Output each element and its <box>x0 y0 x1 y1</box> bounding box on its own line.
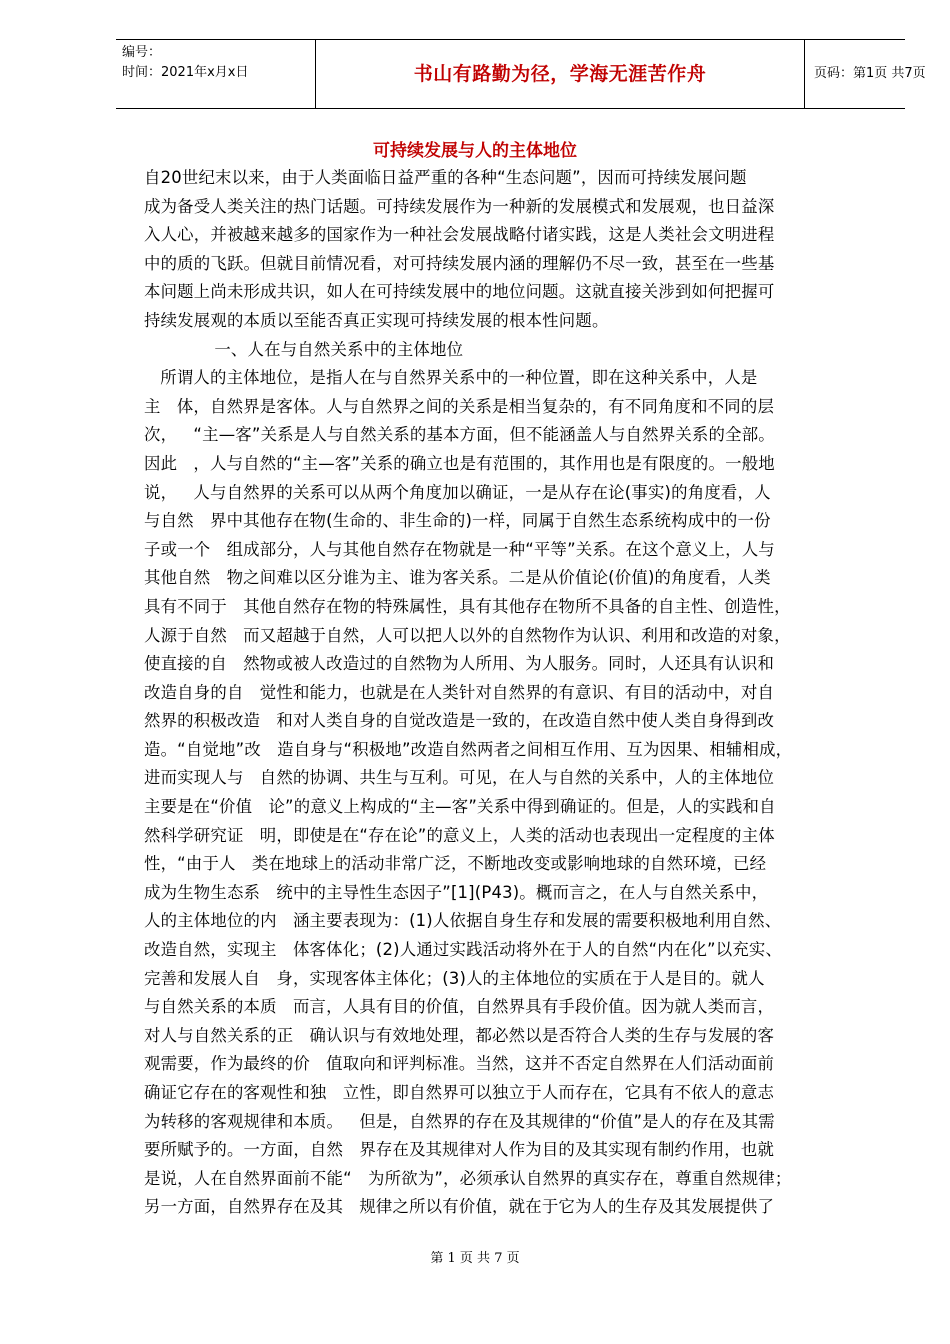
body-line: 观需要，作为最终的价 值取向和评判标准。当然，这并不否定自然界在人们活动面前 <box>144 1054 775 1074</box>
body-line: 为转移的客观规律和本质。 但是，自然界的存在及其规律的“价值”是人的存在及其需 <box>144 1111 775 1131</box>
body-line: 改造自然，实现主 体客体化；(2)人通过实践活动将外在于人的自然“内在化”以充实、 <box>144 940 783 960</box>
body-line: 另一方面，自然界存在及其 规律之所以有价值，就在于它为人的生存及其发展提供了 <box>144 1197 775 1217</box>
body-line: 人的主体地位的内 涵主要表现为：(1)人依据自身生存和发展的需要积极地利用自然、 <box>144 911 782 931</box>
body-line: 人源于自然 而又超越于自然，人可以把人以外的自然物作为认识、利用和改造的对象， <box>144 625 791 645</box>
body-line: 成为备受人类关注的热门话题。可持续发展作为一种新的发展模式和发展观，也日益深 <box>144 196 775 216</box>
body-line: 完善和发展人自 身，实现客体主体化；(3)人的主体地位的实质在于人是目的。就人 <box>144 968 765 988</box>
body-line: 进而实现人与 自然的协调、共生与互利。可见，在人与自然的关系中，人的主体地位 <box>144 768 775 788</box>
body-line: 具有不同于 其他自然存在物的特殊属性，具有其他存在物所不具备的自主性、创造性， <box>144 596 791 616</box>
body-line: 成为生物生态系 统中的主导性生态因子”[1](P43)。概而言之，在人与自然关系中， <box>144 882 769 902</box>
document-title: 可持续发展与人的主体地位 <box>373 141 577 161</box>
body-line: 中的质的飞跃。但就目前情况看，对可持续发展内涵的理解仍不尽一致，甚至在一些基 <box>144 253 775 273</box>
body-line: 对人与自然关系的正 确认识与有效地处理，都必然以是否符合人类的生存与发展的客 <box>144 1025 775 1045</box>
page-header <box>116 39 926 109</box>
body-line: 本问题上尚未形成共识，如人在可持续发展中的地位问题。这就直接关涉到如何把握可 <box>144 282 775 302</box>
body-line: 次， “主—客”关系是人与自然关系的基本方面，但不能涵盖人与自然界关系的全部。 <box>144 425 775 445</box>
body-line: 然科学研究证 明，即使是在“存在论”的意义上，人类的活动也表现出一定程度的主体 <box>144 825 775 845</box>
header-motto: 书山有路勤为径，学海无涯苦作舟 <box>413 63 707 85</box>
document-body <box>144 164 894 1222</box>
header-page-cell <box>804 40 926 108</box>
body-line: 入人心，并被越来越多的国家作为一种社会发展战略付诸实践，这是人类社会文明进程 <box>144 225 775 245</box>
header-page-info: 页码：第1页 共7页 <box>814 66 926 81</box>
body-line: 因此 ，人与自然的“主—客”关系的确立也是有范围的，其作用也是有限度的。一般地 <box>144 453 775 473</box>
body-line: 要所赋予的。一方面，自然 界存在及其规律对人作为目的及其实现有制约作用，也就 <box>144 1140 775 1160</box>
body-line: 确证它存在的客观性和独 立性，即自然界可以独立于人而存在，它具有不依人的意志 <box>144 1083 775 1102</box>
body-line: 改造自身的自 觉性和能力，也就是在人类针对自然界的有意识、有目的活动中，对自 <box>144 682 775 702</box>
body-line: 其他自然 物之间难以区分谁为主、谁为客关系。二是从价值论(价值)的角度看，人类 <box>144 568 771 588</box>
body-line: 自20世纪末以来，由于人类面临日益严重的各种“生态问题”，因而可持续发展问题 <box>144 168 747 187</box>
body-line: 子或一个 组成部分，人与其他自然存在物就是一种“平等”关系。在这个意义上，人与 <box>144 539 775 559</box>
header-motto-cell <box>315 40 805 108</box>
body-line: 一、人在与自然关系中的主体地位 <box>144 339 464 359</box>
body-line: 说， 人与自然界的关系可以从两个角度加以确证，一是从存在论(事实)的角度看，人 <box>144 482 771 502</box>
date-label: 时间：2021年x月x日 <box>122 65 249 80</box>
body-line: 所谓人的主体地位，是指人在与自然界关系中的一种位置，即在这种关系中，人是 <box>144 368 758 388</box>
body-line: 造。“自觉地”改 造自身与“积极地”改造自然两者之间相互作用、互为因果、相辅相成， <box>144 739 793 759</box>
body-line: 主 体，自然界是客体。人与自然界之间的关系是相当复杂的，有不同角度和不同的层 <box>144 396 775 416</box>
header-meta-cell <box>116 40 314 108</box>
body-line: 主要是在“价值 论”的意义上构成的“主—客”关系中得到确证的。但是，人的实践和自 <box>144 797 776 817</box>
page-footer: 第 1 页 共 7 页 <box>430 1251 520 1266</box>
body-line: 性，“由于人 类在地球上的活动非常广泛，不断地改变或影响地球的自然环境，已经 <box>144 854 767 874</box>
serial-label: 编号： <box>122 45 162 60</box>
body-line: 使直接的自 然物或被人改造过的自然物为人所用、为人服务。同时，人还具有认识和 <box>144 654 775 674</box>
body-line: 持续发展观的本质以至能否真正实现可持续发展的根本性问题。 <box>144 310 609 330</box>
body-line: 是说，人在自然界面前不能“ 为所欲为”，必须承认自然界的真实存在，尊重自然规律； <box>144 1168 792 1188</box>
body-line: 然界的积极改造 和对人类自身的自觉改造是一致的，在改造自然中使人类自身得到改 <box>144 711 775 731</box>
body-line: 与自然 界中其他存在物(生命的、非生命的)一样，同属于自然生态系统构成中的一份 <box>144 511 771 531</box>
body-line: 与自然关系的本质 而言，人具有目的价值，自然界具有手段价值。因为就人类而言， <box>144 997 775 1017</box>
